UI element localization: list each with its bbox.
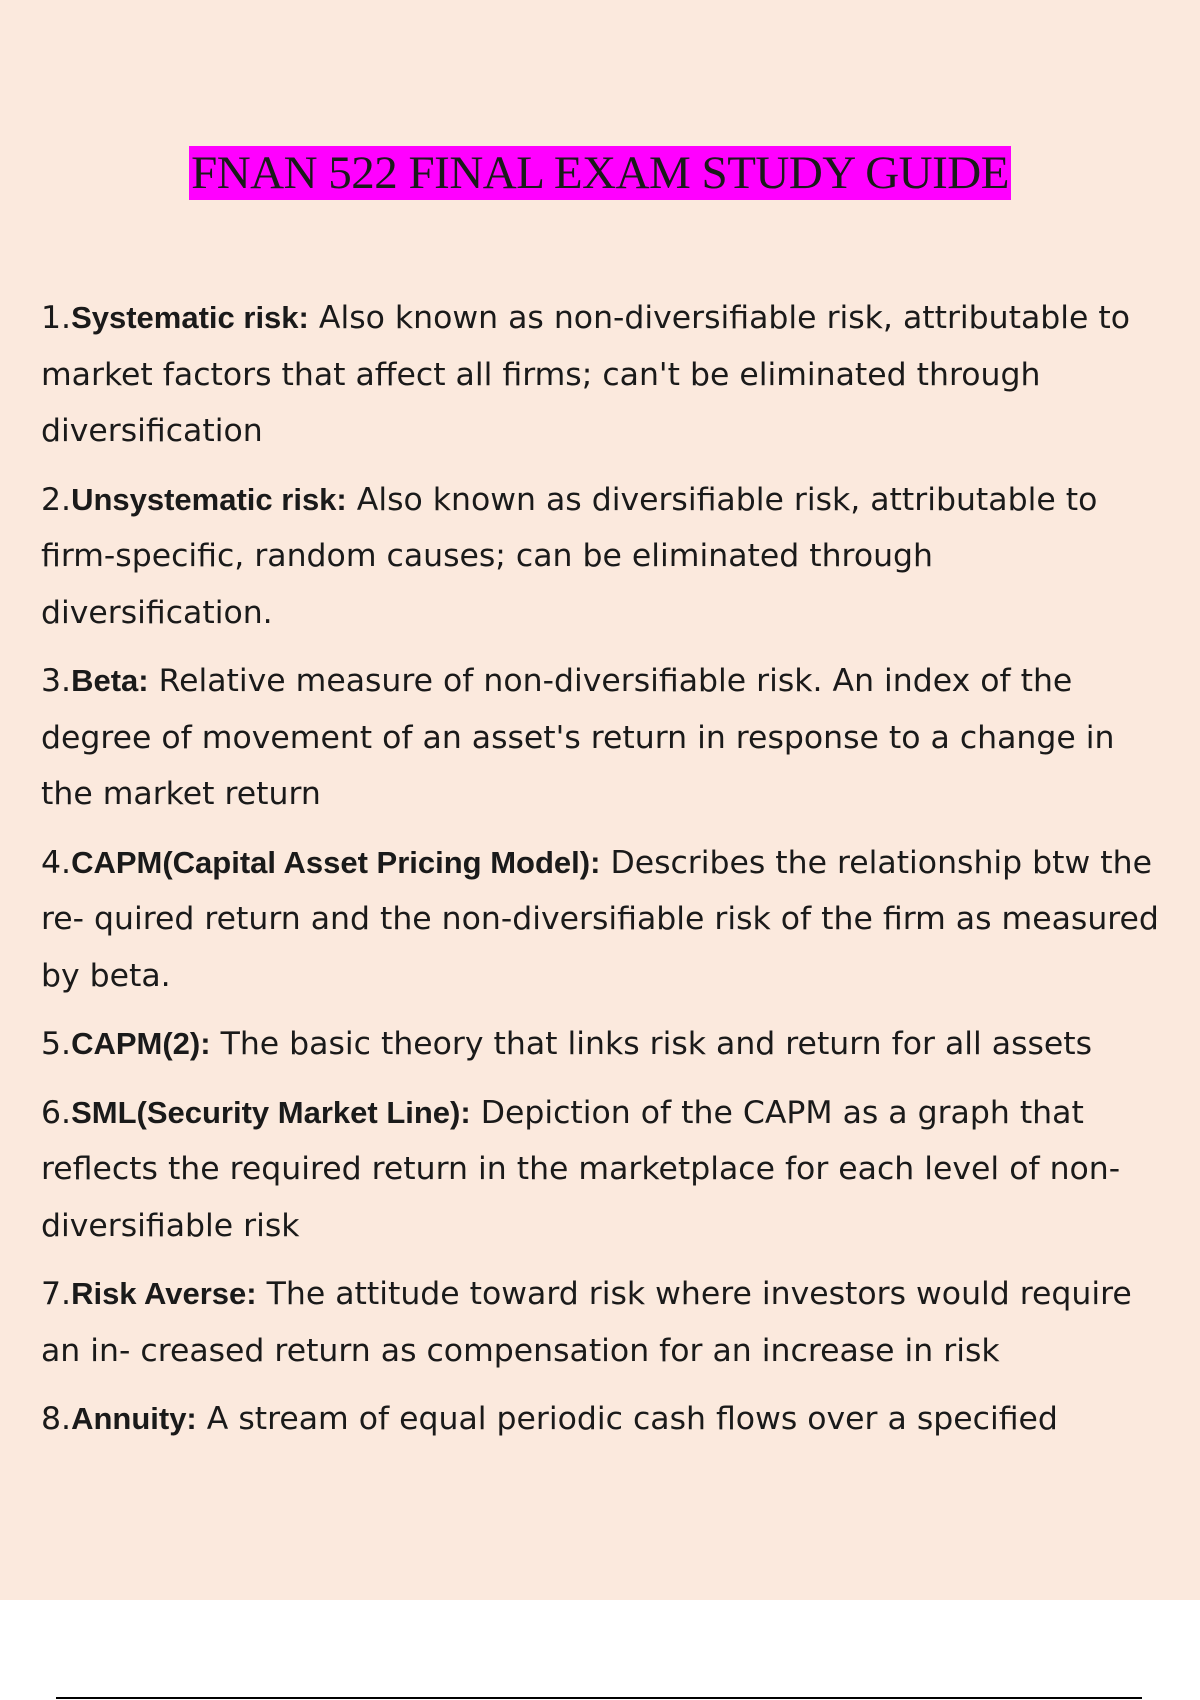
item-definition: Also known as diversifiable risk, attributable to firm-specific, random causes; can be eliminated through diversification. [41, 481, 1098, 631]
item-number: 2. [41, 481, 72, 518]
list-item [41, 472, 1161, 642]
item-term: Unsystematic risk: [71, 481, 347, 517]
footer-divider [56, 1697, 1142, 1699]
item-term: Risk Averse: [71, 1276, 257, 1311]
item-definition: Depiction of the CAPM as a graph that reflects the required return in the marketplace for each level of non-diversifiable risk [41, 1094, 1121, 1244]
list-item [41, 1266, 1161, 1379]
list-item [41, 835, 1161, 1005]
item-definition: Describes the relationship btw the re- quired return and the non-diversifiable risk of the firm as measured by beta. [41, 844, 1159, 994]
list-item [41, 653, 1161, 823]
item-number: 4. [41, 844, 72, 881]
item-term: SML(Security Market Line): [71, 1094, 471, 1130]
item-term: Annuity: [71, 1401, 197, 1436]
list-item [41, 290, 1161, 460]
item-number: 1. [41, 300, 72, 336]
definition-list [41, 290, 1161, 1460]
page-title: FNAN 522 FINAL EXAM STUDY GUIDE [191, 147, 1009, 199]
item-definition: The basic theory that links risk and return for all assets [220, 1026, 1093, 1062]
item-term: CAPM(Capital Asset Pricing Model): [71, 844, 601, 880]
list-item [41, 1391, 1161, 1448]
item-number: 6. [41, 1094, 72, 1131]
item-definition: The attitude toward risk where investors would require an in- creased return as compensation for an increase in risk [41, 1276, 1132, 1369]
list-item [41, 1016, 1161, 1073]
item-number: 3. [41, 663, 72, 699]
item-definition: Relative measure of non-diversifiable risk. An index of the degree of movement of an asset's return in response to a change in the market return [41, 663, 1115, 812]
item-term: Systematic risk: [71, 300, 309, 335]
item-number: 5. [41, 1026, 72, 1062]
item-number: 8. [41, 1401, 72, 1437]
item-definition: A stream of equal periodic cash flows over a specified [206, 1401, 1058, 1437]
item-number: 7. [41, 1276, 72, 1312]
item-term: CAPM(2): [71, 1026, 211, 1061]
item-term: Beta: [71, 663, 149, 698]
title-container [0, 146, 1200, 200]
item-definition: Also known as non-diversifiable risk, attributable to market factors that affect all firms; can't be eliminated through diversification [41, 300, 1131, 449]
list-item [41, 1085, 1161, 1255]
